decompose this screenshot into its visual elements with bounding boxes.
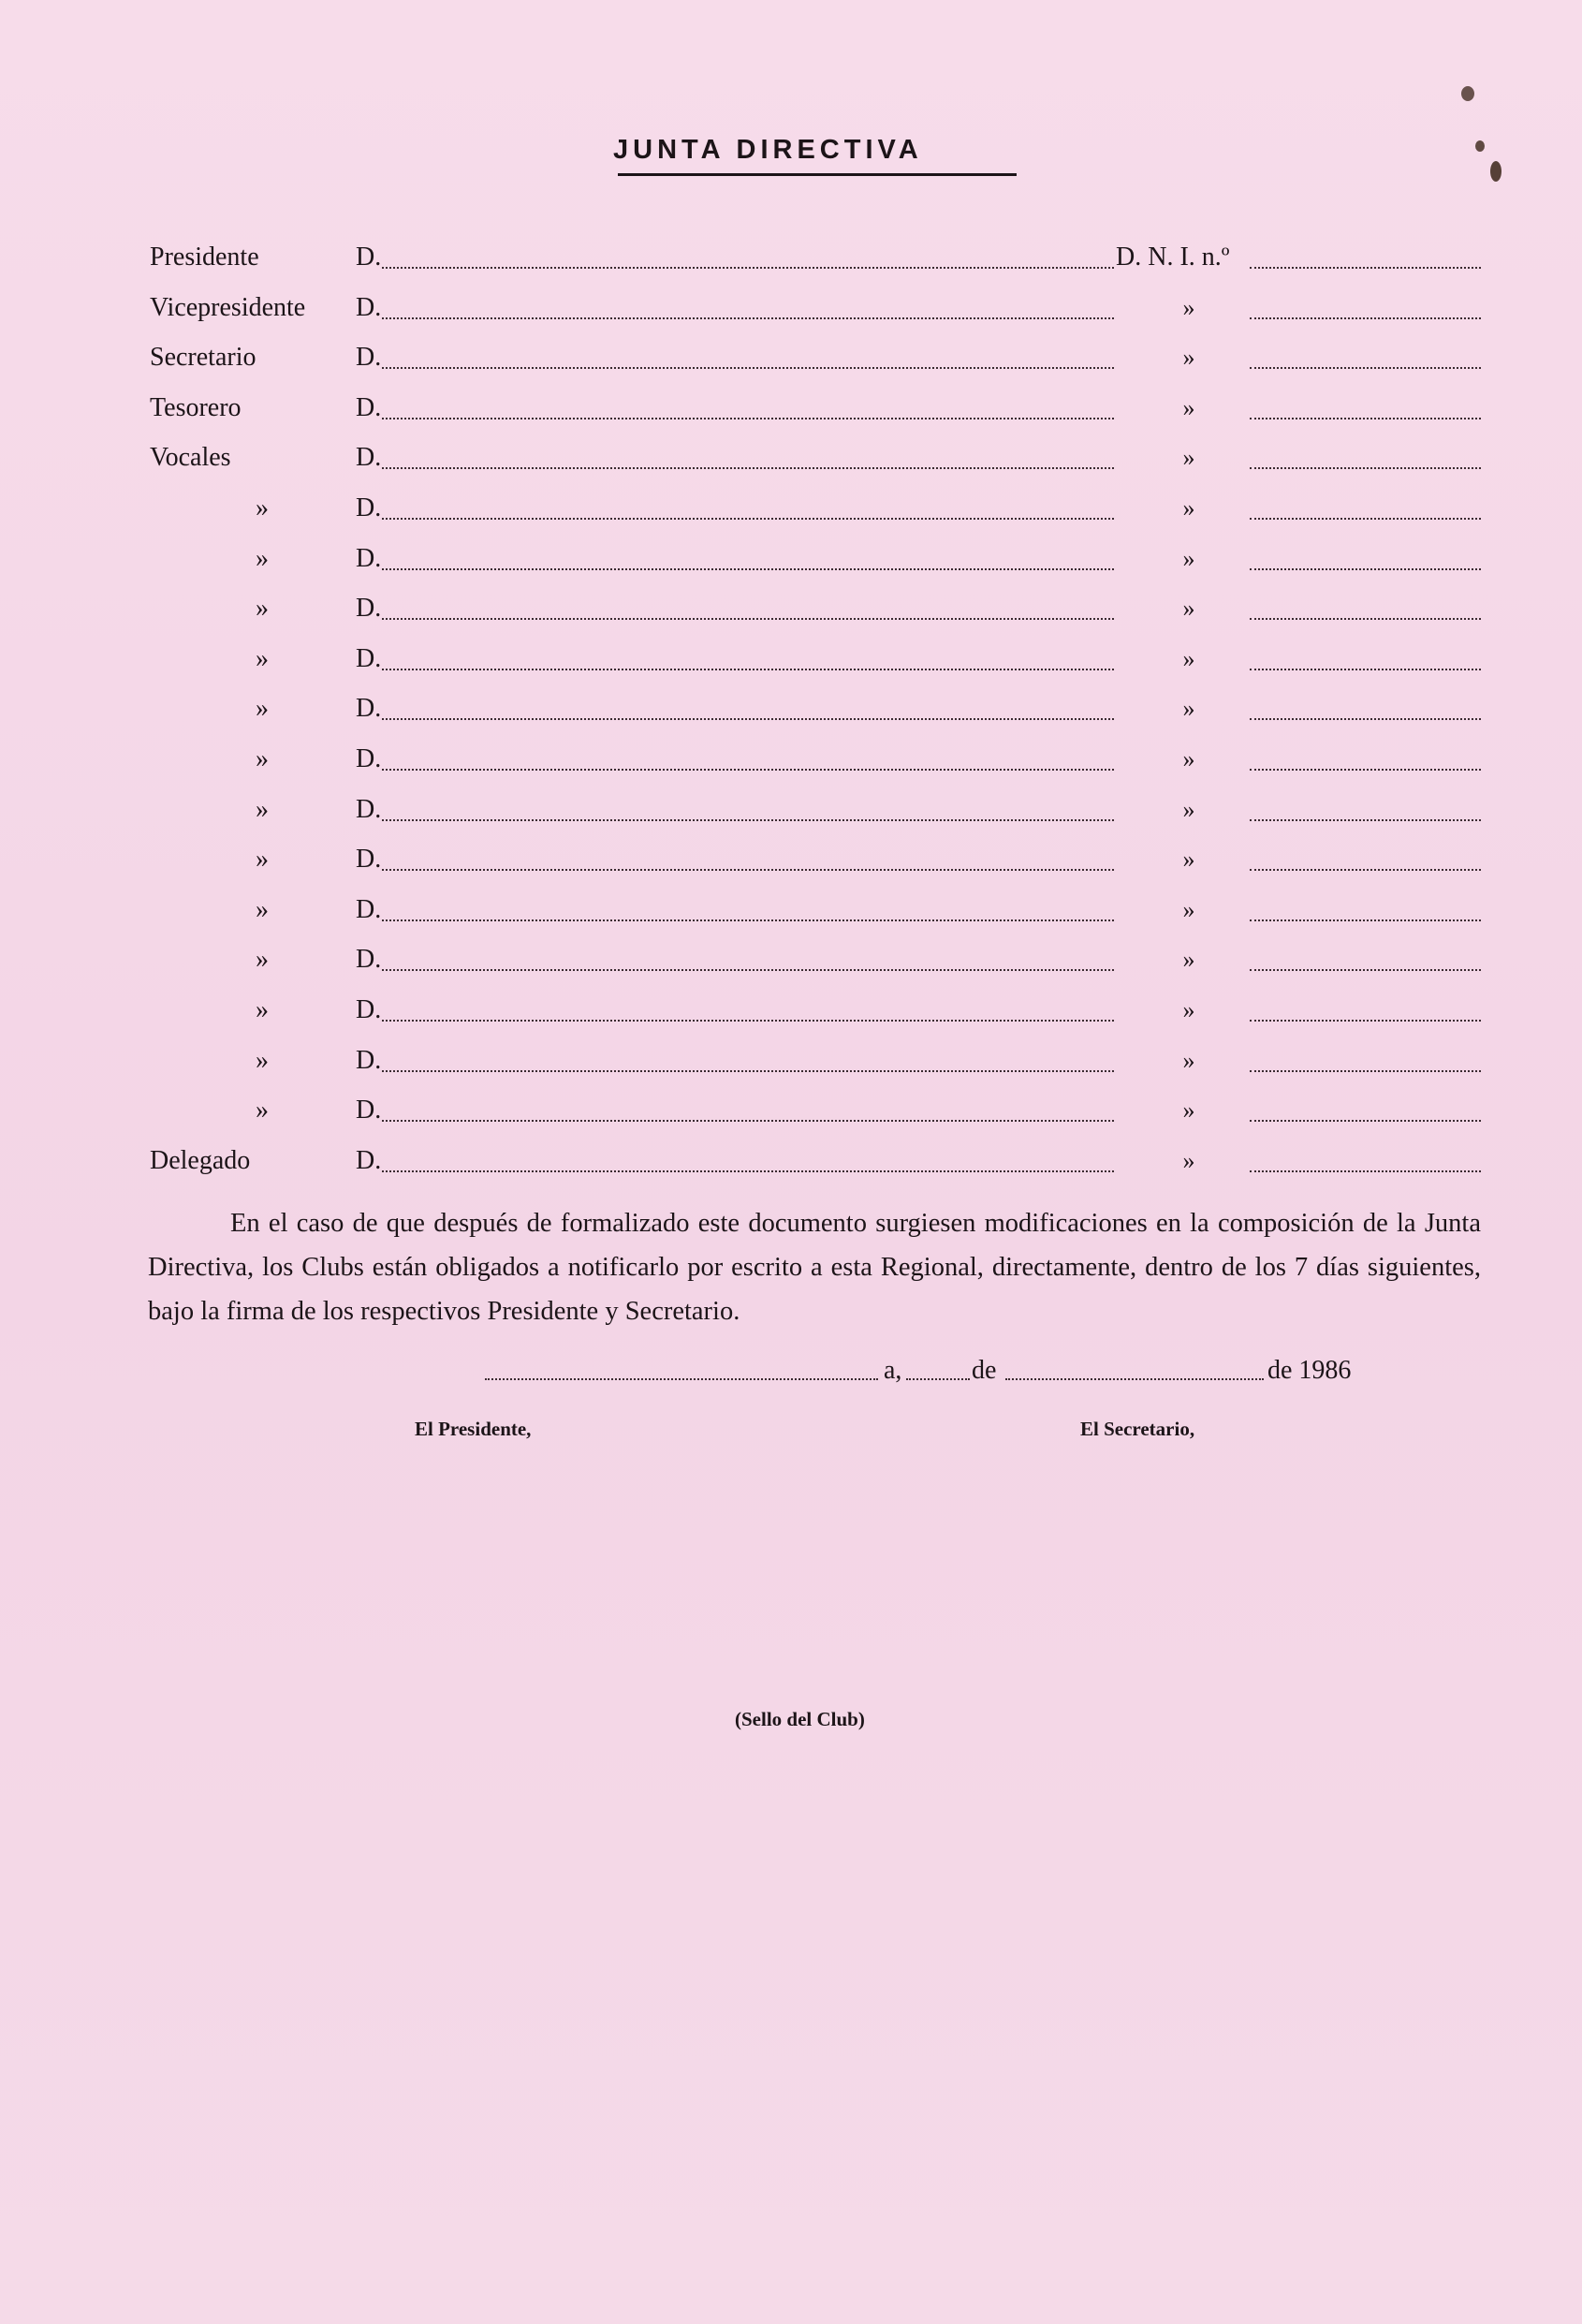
dni-ditto-mark: » [1182, 344, 1195, 372]
board-member-row [0, 438, 1582, 478]
d-prefix-label: D. [356, 945, 382, 975]
dni-ditto-mark: » [1182, 293, 1195, 321]
role-label: » [256, 894, 269, 924]
name-field[interactable] [382, 769, 1114, 771]
board-member-row [0, 338, 1582, 377]
name-field[interactable] [382, 267, 1114, 269]
dni-ditto-mark: » [1182, 1096, 1195, 1125]
name-field[interactable] [382, 969, 1114, 971]
dni-field[interactable] [1250, 819, 1481, 821]
board-member-row [0, 489, 1582, 528]
name-field[interactable] [382, 718, 1114, 720]
d-prefix-label: D. [356, 1096, 382, 1125]
date-de-label: de [972, 1356, 997, 1385]
rust-stain-mark [1490, 161, 1501, 182]
name-field[interactable] [382, 568, 1114, 570]
board-member-row [0, 940, 1582, 979]
dni-field[interactable] [1250, 568, 1481, 570]
dni-ditto-mark: » [1182, 1146, 1195, 1174]
role-label: » [256, 643, 269, 673]
dni-ditto-mark: » [1182, 946, 1195, 974]
d-prefix-label: D. [356, 845, 382, 875]
board-member-row [0, 589, 1582, 628]
date-a-label: a, [884, 1356, 902, 1385]
board-member-row [0, 840, 1582, 879]
board-member-row [0, 1141, 1582, 1181]
d-prefix-label: D. [356, 243, 382, 272]
role-label: » [256, 1096, 269, 1125]
name-field[interactable] [382, 518, 1114, 520]
dni-ditto-mark: » [1182, 393, 1195, 421]
dni-field[interactable] [1250, 618, 1481, 620]
club-stamp-label: (Sello del Club) [735, 1708, 865, 1730]
d-prefix-label: D. [356, 443, 382, 473]
board-member-row [0, 740, 1582, 779]
d-prefix-label: D. [356, 594, 382, 624]
dni-field[interactable] [1250, 418, 1481, 419]
board-member-row [0, 1091, 1582, 1130]
name-field[interactable] [382, 467, 1114, 469]
name-field[interactable] [382, 669, 1114, 670]
name-field[interactable] [382, 919, 1114, 921]
name-field[interactable] [382, 367, 1114, 369]
dni-ditto-mark: » [1182, 745, 1195, 772]
president-signature-label: El Presidente, [415, 1418, 532, 1440]
name-field[interactable] [382, 869, 1114, 871]
title-underline [618, 173, 1017, 176]
dni-field[interactable] [1250, 969, 1481, 971]
dni-ditto-mark: » [1182, 544, 1195, 572]
dni-field[interactable] [1250, 317, 1481, 319]
form-title: JUNTA DIRECTIVA [613, 135, 923, 165]
role-label: » [256, 794, 269, 824]
dni-field[interactable] [1250, 1070, 1481, 1072]
secretary-signature-label: El Secretario, [1080, 1418, 1195, 1440]
dni-field[interactable] [1250, 718, 1481, 720]
role-label: Vicepresidente [150, 292, 306, 322]
dni-label: D. N. I. n.º [1116, 243, 1230, 272]
dni-ditto-mark: » [1182, 595, 1195, 623]
dni-field[interactable] [1250, 1120, 1481, 1122]
modification-notice: En el caso de que después de formalizado este documento surgiesen modificaciones en la composición de la Junta Directiva, los Clubs están obligados a notificarlo por escrito a esta Regional, directamente, dentro de los 7 días siguientes, bajo la firma de los respectivos Presidente y Secretario. [148, 1209, 1481, 1326]
role-label: » [256, 744, 269, 773]
d-prefix-label: D. [356, 794, 382, 824]
d-prefix-label: D. [356, 493, 382, 522]
dni-field[interactable] [1250, 267, 1481, 269]
month-field[interactable] [1005, 1378, 1264, 1380]
d-prefix-label: D. [356, 292, 382, 322]
name-field[interactable] [382, 1120, 1114, 1122]
role-label: » [256, 543, 269, 573]
dni-ditto-mark: » [1182, 895, 1195, 923]
d-prefix-label: D. [356, 995, 382, 1024]
dni-ditto-mark: » [1182, 1046, 1195, 1074]
dni-field[interactable] [1250, 769, 1481, 771]
role-label: Tesorero [150, 392, 242, 422]
role-label: Vocales [150, 443, 231, 473]
d-prefix-label: D. [356, 744, 382, 773]
board-member-row [0, 790, 1582, 830]
d-prefix-label: D. [356, 392, 382, 422]
board-member-row [0, 991, 1582, 1030]
dni-field[interactable] [1250, 367, 1481, 369]
d-prefix-label: D. [356, 643, 382, 673]
dni-field[interactable] [1250, 1020, 1481, 1022]
name-field[interactable] [382, 819, 1114, 821]
day-field[interactable] [906, 1378, 970, 1380]
name-field[interactable] [382, 317, 1114, 319]
name-field[interactable] [382, 1070, 1114, 1072]
d-prefix-label: D. [356, 1045, 382, 1075]
board-member-row [0, 1041, 1582, 1081]
role-label: Delegado [150, 1145, 251, 1175]
name-field[interactable] [382, 618, 1114, 620]
role-label: » [256, 493, 269, 522]
dni-ditto-mark: » [1182, 494, 1195, 522]
role-label: Presidente [150, 243, 259, 272]
dni-ditto-mark: » [1182, 996, 1195, 1023]
board-member-row [0, 689, 1582, 728]
d-prefix-label: D. [356, 543, 382, 573]
d-prefix-label: D. [356, 343, 382, 373]
dni-field[interactable] [1250, 1170, 1481, 1172]
rust-stain-mark [1461, 86, 1474, 101]
name-field[interactable] [382, 1020, 1114, 1022]
role-label: » [256, 845, 269, 875]
role-label: Secretario [150, 343, 256, 373]
rust-stain-mark [1475, 140, 1485, 152]
dni-ditto-mark: » [1182, 795, 1195, 823]
name-field[interactable] [382, 418, 1114, 419]
board-member-row [0, 238, 1582, 277]
dni-ditto-mark: » [1182, 644, 1195, 672]
role-label: » [256, 694, 269, 724]
board-member-row [0, 539, 1582, 579]
d-prefix-label: D. [356, 694, 382, 724]
date-year-label: de 1986 [1267, 1356, 1352, 1385]
dni-ditto-mark: » [1182, 846, 1195, 874]
d-prefix-label: D. [356, 894, 382, 924]
role-label: » [256, 995, 269, 1024]
board-member-row [0, 890, 1582, 930]
dni-ditto-mark: » [1182, 444, 1195, 472]
role-label: » [256, 1045, 269, 1075]
d-prefix-label: D. [356, 1145, 382, 1175]
dni-field[interactable] [1250, 869, 1481, 871]
place-field[interactable] [485, 1378, 878, 1380]
board-member-row [0, 640, 1582, 679]
board-member-row [0, 288, 1582, 328]
name-field[interactable] [382, 1170, 1114, 1172]
role-label: » [256, 945, 269, 975]
dni-field[interactable] [1250, 467, 1481, 469]
dni-field[interactable] [1250, 669, 1481, 670]
dni-ditto-mark: » [1182, 695, 1195, 723]
role-label: » [256, 594, 269, 624]
board-member-row [0, 389, 1582, 428]
dni-field[interactable] [1250, 919, 1481, 921]
dni-field[interactable] [1250, 518, 1481, 520]
